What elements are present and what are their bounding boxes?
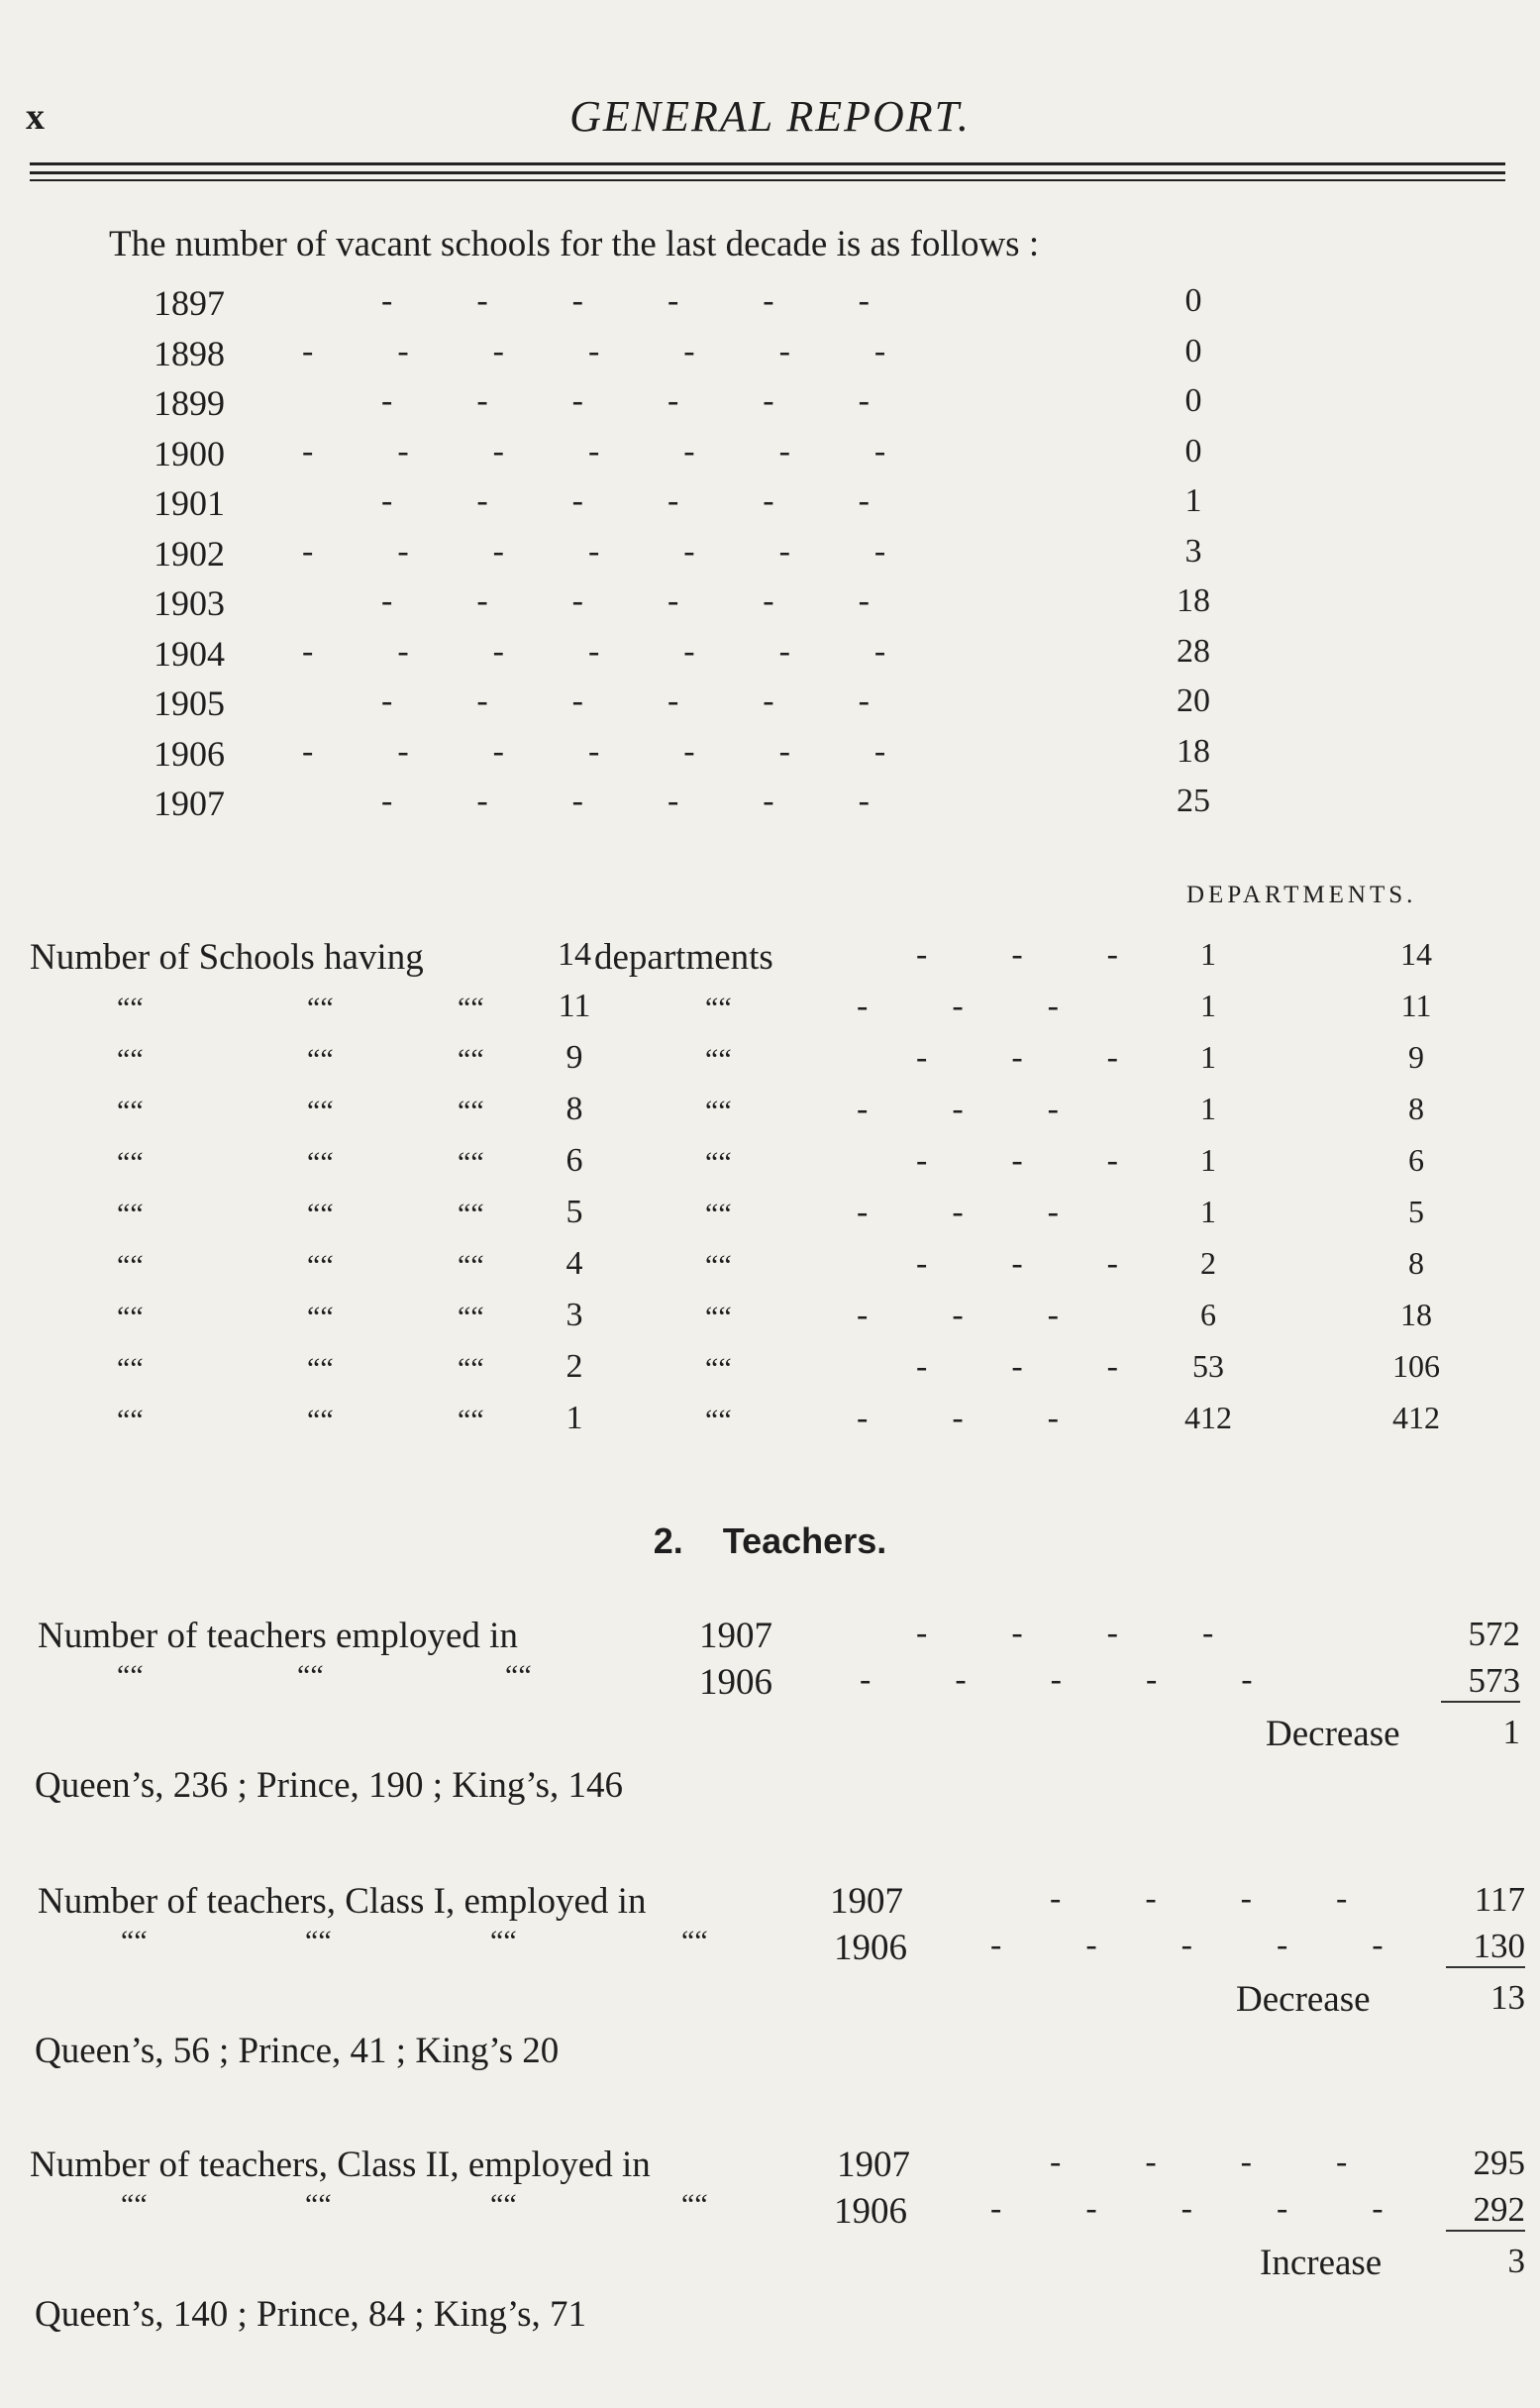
vacant-count: 1 — [1184, 482, 1202, 519]
leader-dashes: - - - — [857, 1400, 1059, 1436]
vacant-count: 3 — [1184, 532, 1202, 570]
department-count: 4 — [565, 1245, 583, 1282]
vacant-count: 25 — [1177, 783, 1210, 819]
department-total: 11 — [1400, 988, 1432, 1023]
ditto-mark: ““ — [458, 1198, 484, 1230]
ditto-mark: ““ — [705, 1146, 732, 1179]
vacant-count: 0 — [1184, 432, 1202, 470]
schools-having-label: Number of Schools having — [30, 937, 424, 978]
department-count: 3 — [565, 1297, 583, 1333]
change-value: 1 — [1502, 1713, 1520, 1751]
leader-dashes: - - - - - - - — [302, 432, 886, 470]
teacher-block-label: Number of teachers employed in — [38, 1616, 518, 1656]
leader-dashes: - - - - - — [990, 2190, 1384, 2227]
ditto-mark: ““ — [490, 2188, 517, 2221]
year-label: 1907 — [837, 2145, 910, 2185]
leader-dashes: - - - - — [916, 1615, 1214, 1651]
year-label: 1903 — [154, 583, 225, 623]
leader-dashes: - - - — [916, 1348, 1118, 1385]
leader-dashes: - - - - — [1050, 1880, 1348, 1917]
department-total: 412 — [1392, 1400, 1440, 1435]
ditto-mark: ““ — [705, 1301, 732, 1333]
leader-dashes: - - - - - - — [381, 682, 870, 719]
ditto-mark: ““ — [307, 1198, 334, 1230]
ditto-mark: ““ — [117, 1301, 144, 1333]
ditto-mark: ““ — [458, 1249, 484, 1282]
year-label: 1900 — [154, 433, 225, 473]
ditto-mark: ““ — [305, 2188, 332, 2221]
school-count: 1 — [1200, 1142, 1216, 1178]
teacher-count: 117 — [1474, 1880, 1525, 1919]
ditto-mark: ““ — [117, 992, 144, 1024]
departments-word: departments — [594, 937, 773, 978]
ditto-mark: ““ — [117, 1095, 144, 1127]
leader-dashes: - - - - - — [860, 1661, 1253, 1698]
year-label: 1897 — [154, 283, 225, 323]
year-label: 1904 — [154, 633, 225, 674]
department-count: 14 — [558, 936, 591, 973]
ditto-mark: ““ — [705, 1249, 732, 1282]
department-count: 1 — [565, 1400, 583, 1436]
running-head-title: GENERAL REPORT. — [569, 92, 971, 141]
ditto-mark: ““ — [117, 1198, 144, 1230]
ditto-mark: ““ — [458, 1043, 484, 1076]
vacant-count: 18 — [1177, 732, 1210, 770]
change-value: 13 — [1490, 1978, 1525, 2017]
ditto-mark: ““ — [121, 1925, 148, 1957]
vacant-schools-intro: The number of vacant schools for the last decade is as follows : — [109, 224, 1040, 264]
leader-dashes: - - - - - - — [381, 783, 870, 819]
department-count: 9 — [565, 1039, 583, 1076]
school-count: 1 — [1200, 1091, 1216, 1126]
leader-dashes: - - - — [916, 1142, 1118, 1179]
year-label: 1906 — [834, 2191, 907, 2232]
header-rule — [30, 171, 1505, 174]
teacher-count: 295 — [1473, 2144, 1525, 2182]
ditto-mark: ““ — [297, 1659, 324, 1692]
ditto-mark: ““ — [305, 1925, 332, 1957]
ditto-mark: ““ — [307, 1249, 334, 1282]
ditto-mark: ““ — [307, 1095, 334, 1127]
year-label: 1905 — [154, 683, 225, 723]
vacant-count: 0 — [1184, 382, 1202, 419]
ditto-mark: ““ — [705, 992, 732, 1024]
ditto-mark: ““ — [117, 1352, 144, 1385]
ditto-mark: ““ — [307, 1352, 334, 1385]
ditto-mark: ““ — [681, 1925, 708, 1957]
department-total: 5 — [1408, 1194, 1424, 1229]
teacher-breakdown: Queen’s, 56 ; Prince, 41 ; King’s 20 — [35, 2031, 560, 2071]
year-label: 1906 — [699, 1662, 772, 1703]
ditto-mark: ““ — [458, 1301, 484, 1333]
ditto-mark: ““ — [681, 2188, 708, 2221]
leader-dashes: - - - — [916, 936, 1118, 973]
year-label: 1907 — [154, 784, 225, 823]
leader-dashes: - - - - - - - — [302, 532, 886, 570]
ditto-mark: ““ — [490, 1925, 517, 1957]
ditto-mark: ““ — [505, 1659, 532, 1692]
teacher-breakdown: Queen’s, 140 ; Prince, 84 ; King’s, 71 — [35, 2294, 587, 2335]
ditto-mark: ““ — [307, 1146, 334, 1179]
year-label: 1898 — [154, 333, 225, 373]
year-label: 1906 — [154, 733, 225, 774]
leader-dashes: - - - - - - — [381, 382, 870, 419]
department-total: 106 — [1392, 1348, 1440, 1384]
section-number: 2. — [653, 1520, 683, 1561]
section-title: Teachers. — [722, 1520, 887, 1561]
section-heading — [0, 1520, 1540, 1562]
teacher-block-label: Number of teachers, Class II, employed in — [30, 2145, 651, 2185]
department-count: 2 — [565, 1348, 583, 1385]
ditto-mark: ““ — [307, 1043, 334, 1076]
year-label: 1906 — [834, 1928, 907, 1968]
ditto-mark: ““ — [705, 1404, 732, 1436]
teacher-block-label: Number of teachers, Class I, employed in — [38, 1881, 647, 1922]
department-total: 9 — [1408, 1039, 1424, 1075]
change-label: Decrease — [1266, 1714, 1400, 1754]
department-total: 18 — [1400, 1297, 1432, 1332]
ditto-mark: ““ — [705, 1352, 732, 1385]
leader-dashes: - - - - - — [990, 1927, 1384, 1963]
year-label: 1907 — [699, 1616, 772, 1656]
department-count: 11 — [558, 988, 591, 1024]
school-count: 412 — [1184, 1400, 1232, 1435]
department-total: 8 — [1408, 1245, 1424, 1281]
teacher-count: 573 — [1441, 1661, 1520, 1703]
leader-dashes: - - - - - - — [381, 582, 870, 619]
year-label: 1902 — [154, 533, 225, 574]
ditto-mark: ““ — [458, 1352, 484, 1385]
leader-dashes: - - - - - - — [381, 482, 870, 519]
change-label: Increase — [1260, 2243, 1383, 2283]
department-count: 8 — [565, 1091, 583, 1127]
leader-dashes: - - - - - - — [381, 282, 870, 319]
ditto-mark: ““ — [705, 1095, 732, 1127]
school-count: 2 — [1200, 1245, 1216, 1281]
school-count: 53 — [1192, 1348, 1224, 1384]
vacant-count: 18 — [1177, 582, 1210, 619]
department-total: 14 — [1400, 936, 1432, 972]
year-label: 1901 — [154, 483, 225, 523]
vacant-count: 0 — [1184, 282, 1202, 319]
department-count: 6 — [565, 1142, 583, 1179]
leader-dashes: - - - — [857, 1297, 1059, 1333]
vacant-count: 0 — [1184, 332, 1202, 369]
department-count: 5 — [565, 1194, 583, 1230]
school-count: 6 — [1200, 1297, 1216, 1332]
leader-dashes: - - - — [857, 1091, 1059, 1127]
ditto-mark: ““ — [705, 1043, 732, 1076]
school-count: 1 — [1200, 936, 1216, 972]
year-label: 1899 — [154, 383, 225, 423]
teacher-count: 572 — [1468, 1615, 1520, 1653]
ditto-mark: ““ — [458, 1404, 484, 1436]
ditto-mark: ““ — [117, 1043, 144, 1076]
teacher-count: 292 — [1446, 2190, 1525, 2232]
ditto-mark: ““ — [121, 2188, 148, 2221]
ditto-mark: ““ — [307, 992, 334, 1024]
leader-dashes: - - - - - - - — [302, 332, 886, 369]
year-label: 1907 — [830, 1881, 903, 1922]
leader-dashes: - - - — [916, 1245, 1118, 1282]
vacant-count: 20 — [1177, 682, 1210, 719]
ditto-mark: ““ — [117, 1249, 144, 1282]
department-total: 6 — [1408, 1142, 1424, 1178]
leader-dashes: - - - - — [1050, 2144, 1348, 2180]
leader-dashes: - - - — [857, 1194, 1059, 1230]
ditto-mark: ““ — [117, 1659, 144, 1692]
ditto-mark: ““ — [458, 992, 484, 1024]
leader-dashes: - - - — [916, 1039, 1118, 1076]
header-rule — [30, 162, 1505, 165]
ditto-mark: ““ — [307, 1404, 334, 1436]
teacher-breakdown: Queen’s, 236 ; Prince, 190 ; King’s, 146 — [35, 1765, 624, 1806]
ditto-mark: ““ — [117, 1146, 144, 1179]
departments-header: DEPARTMENTS. — [1186, 882, 1417, 908]
leader-dashes: - - - — [857, 988, 1059, 1024]
ditto-mark: ““ — [458, 1146, 484, 1179]
change-value: 3 — [1507, 2242, 1525, 2280]
ditto-mark: ““ — [458, 1095, 484, 1127]
leader-dashes: - - - - - - - — [302, 732, 886, 770]
school-count: 1 — [1200, 988, 1216, 1023]
page-marker: x — [26, 96, 45, 138]
ditto-mark: ““ — [307, 1301, 334, 1333]
header-rule — [30, 179, 1505, 181]
teacher-count: 130 — [1446, 1927, 1525, 1968]
vacant-count: 28 — [1177, 632, 1210, 670]
school-count: 1 — [1200, 1194, 1216, 1229]
ditto-mark: ““ — [117, 1404, 144, 1436]
school-count: 1 — [1200, 1039, 1216, 1075]
leader-dashes: - - - - - - - — [302, 632, 886, 670]
ditto-mark: ““ — [705, 1198, 732, 1230]
change-label: Decrease — [1236, 1979, 1371, 2020]
department-total: 8 — [1408, 1091, 1424, 1126]
